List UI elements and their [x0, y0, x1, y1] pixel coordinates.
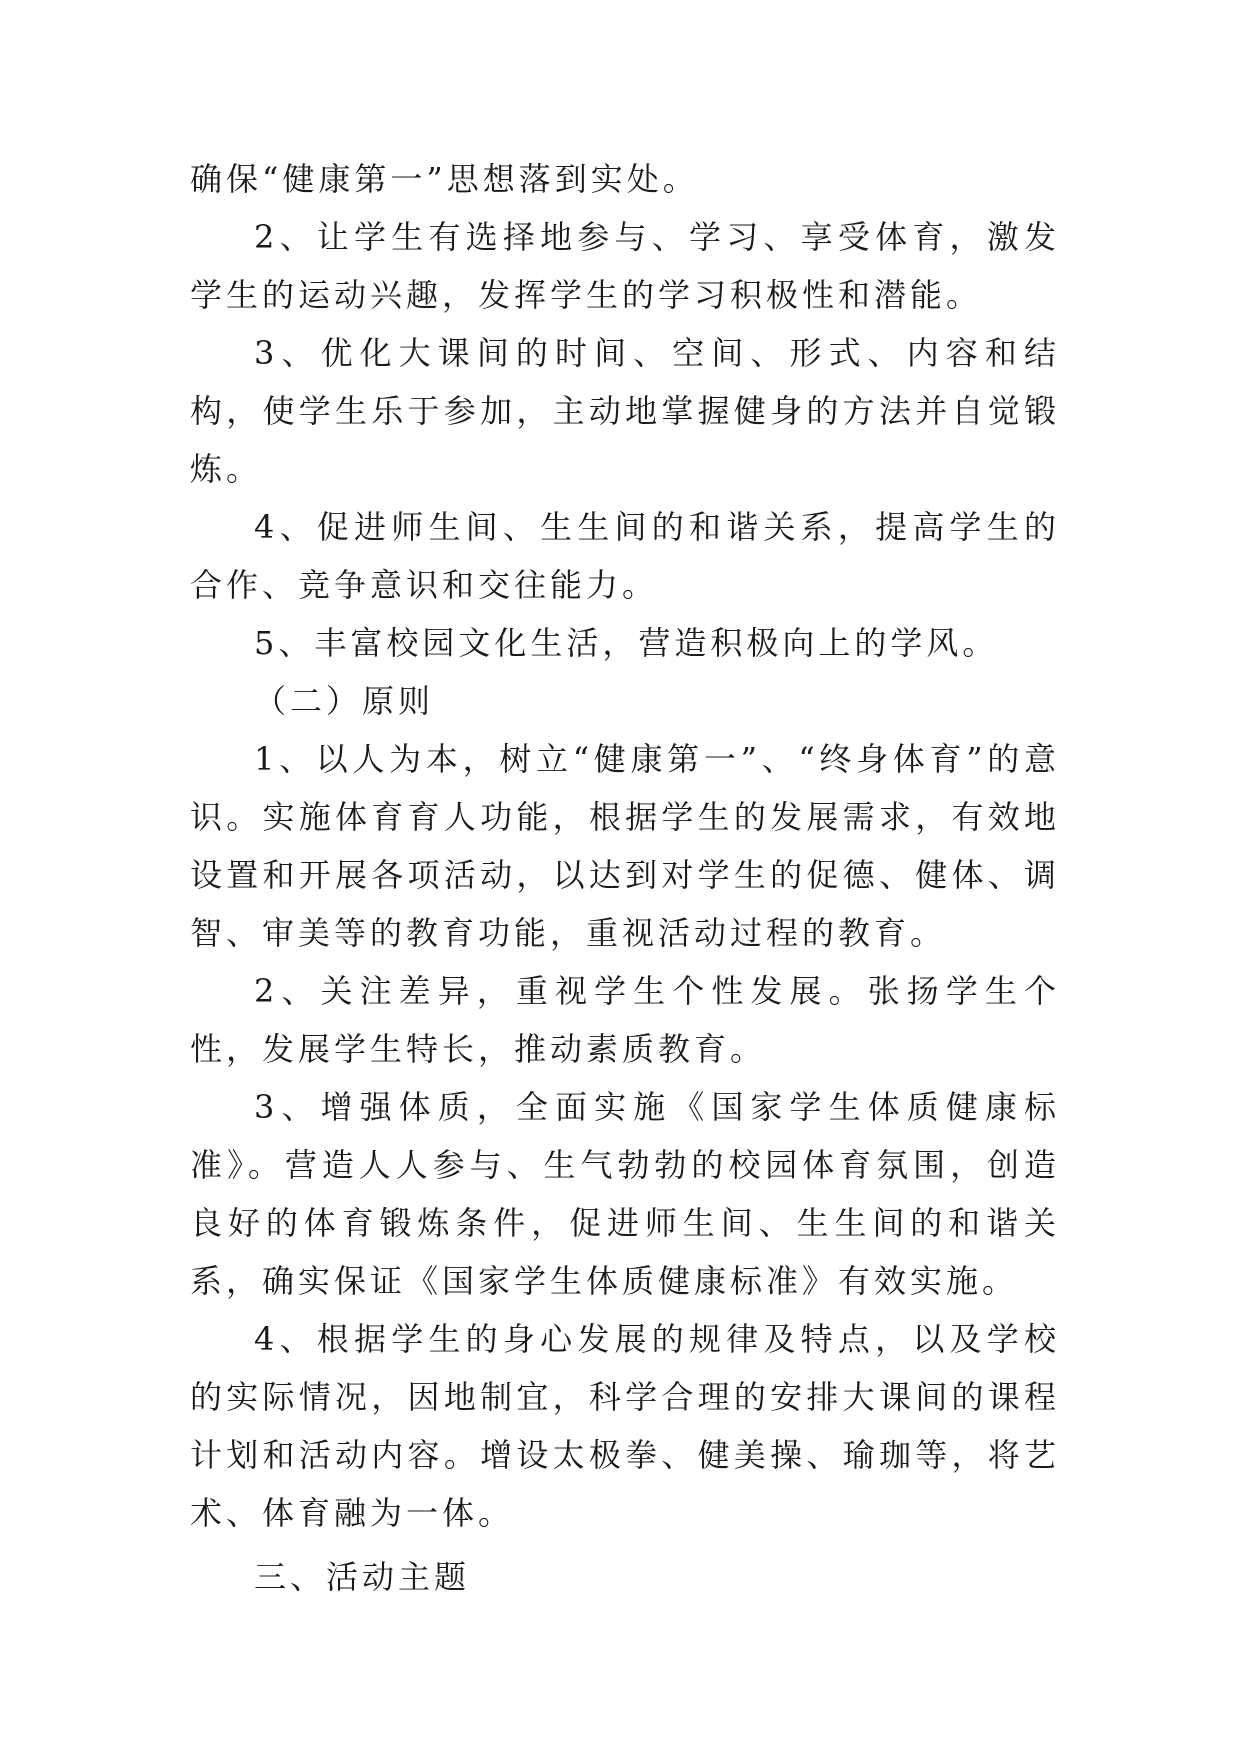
document-body	[190, 150, 1060, 1606]
principle-item-4: 4、根据学生的身心发展的规律及特点，以及学校的实际情况，因地制宜，科学合理的安排大课间的课程计划和活动内容。增设太极拳、健美操、瑜珈等，将艺术、体育融为一体。	[190, 1320, 1060, 1532]
section-heading-activity-theme: 三、活动主题	[254, 1558, 471, 1596]
goal-item-4: 4、促进师生间、生生间的和谐关系，提高学生的合作、竞争意识和交往能力。	[190, 508, 1060, 604]
principles-heading: （二）原则	[254, 682, 435, 720]
continuation-paragraph: 确保“健康第一”思想落到实处。	[190, 160, 699, 198]
principle-item-2: 2、关注差异，重视学生个性发展。张扬学生个性，发展学生特长，推动素质教育。	[190, 972, 1060, 1068]
goal-item-5: 5、丰富校园文化生活，营造积极向上的学风。	[254, 624, 999, 662]
principle-item-3: 3、增强体质，全面实施《国家学生体质健康标准》。营造人人参与、生气勃勃的校园体育氛围，创造良好的体育锻炼条件，促进师生间、生生间的和谐关系，确实保证《国家学生体质健康标准》有效实施。	[190, 1088, 1060, 1300]
goal-item-2: 2、让学生有选择地参与、学习、享受体育，激发学生的运动兴趣，发挥学生的学习积极性和潜能。	[190, 218, 1060, 314]
principle-item-1: 1、以人为本，树立“健康第一”、“终身体育”的意识。实施体育育人功能，根据学生的发展需求，有效地设置和开展各项活动，以达到对学生的促德、健体、调智、审美等的教育功能，重视活动过程的教育。	[190, 740, 1060, 952]
goal-item-3: 3、优化大课间的时间、空间、形式、内容和结构，使学生乐于参加，主动地掌握健身的方法并自觉锻炼。	[190, 334, 1060, 488]
